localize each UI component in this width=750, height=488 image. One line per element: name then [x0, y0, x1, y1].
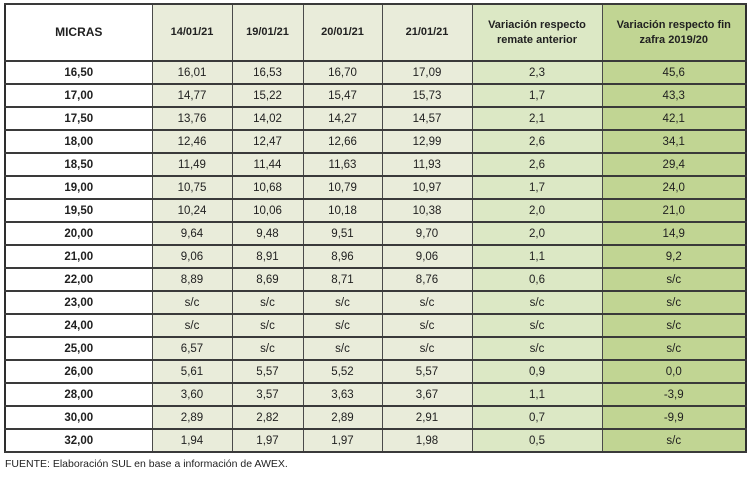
- table-header: [5, 4, 746, 61]
- value-cell: s/c: [232, 314, 303, 337]
- value-cell: 8,69: [232, 268, 303, 291]
- micras-cell: 16,50: [5, 61, 152, 84]
- source-note: FUENTE: Elaboración SUL en base a información de AWEX.: [5, 458, 288, 470]
- value-cell: 1,1: [472, 245, 602, 268]
- table-row: [5, 153, 746, 176]
- value-cell: 3,63: [303, 383, 382, 406]
- value-cell: 34,1: [602, 130, 746, 153]
- micras-cell: 17,50: [5, 107, 152, 130]
- micras-cell: 32,00: [5, 429, 152, 452]
- value-cell: 9,70: [382, 222, 472, 245]
- value-cell: 12,66: [303, 130, 382, 153]
- value-cell: 10,18: [303, 199, 382, 222]
- value-cell: 14,77: [152, 84, 232, 107]
- table-row: [5, 107, 746, 130]
- table-row: [5, 199, 746, 222]
- value-cell: 10,24: [152, 199, 232, 222]
- value-cell: 2,0: [472, 199, 602, 222]
- table-row: [5, 360, 746, 383]
- value-cell: s/c: [152, 314, 232, 337]
- value-cell: 42,1: [602, 107, 746, 130]
- value-cell: 10,06: [232, 199, 303, 222]
- micras-cell: 20,00: [5, 222, 152, 245]
- micras-cell: 19,50: [5, 199, 152, 222]
- value-cell: 14,27: [303, 107, 382, 130]
- micras-cell: 28,00: [5, 383, 152, 406]
- value-cell: 9,06: [382, 245, 472, 268]
- value-cell: s/c: [602, 268, 746, 291]
- value-cell: 10,97: [382, 176, 472, 199]
- value-cell: 2,1: [472, 107, 602, 130]
- table-row: [5, 84, 746, 107]
- value-cell: 3,57: [232, 383, 303, 406]
- value-cell: s/c: [602, 337, 746, 360]
- value-cell: s/c: [152, 291, 232, 314]
- value-cell: s/c: [472, 337, 602, 360]
- table-row: [5, 222, 746, 245]
- value-cell: 15,47: [303, 84, 382, 107]
- value-cell: 15,73: [382, 84, 472, 107]
- value-cell: s/c: [602, 314, 746, 337]
- value-cell: 29,4: [602, 153, 746, 176]
- value-cell: 9,48: [232, 222, 303, 245]
- col-header-micras: MICRAS: [5, 4, 152, 61]
- value-cell: 11,63: [303, 153, 382, 176]
- value-cell: 11,49: [152, 153, 232, 176]
- value-cell: 0,7: [472, 406, 602, 429]
- value-cell: 45,6: [602, 61, 746, 84]
- value-cell: 5,57: [382, 360, 472, 383]
- value-cell: s/c: [382, 314, 472, 337]
- table-row: [5, 383, 746, 406]
- value-cell: 10,75: [152, 176, 232, 199]
- micras-cell: 18,00: [5, 130, 152, 153]
- value-cell: 5,57: [232, 360, 303, 383]
- value-cell: 1,7: [472, 84, 602, 107]
- value-cell: 9,2: [602, 245, 746, 268]
- value-cell: 8,71: [303, 268, 382, 291]
- micras-cell: 21,00: [5, 245, 152, 268]
- value-cell: s/c: [232, 291, 303, 314]
- value-cell: 0,0: [602, 360, 746, 383]
- value-cell: 16,70: [303, 61, 382, 84]
- micras-cell: 24,00: [5, 314, 152, 337]
- value-cell: s/c: [303, 314, 382, 337]
- col-header-date-3: 20/01/21: [303, 4, 382, 61]
- value-cell: -3,9: [602, 383, 746, 406]
- table-row: [5, 61, 746, 84]
- value-cell: 1,7: [472, 176, 602, 199]
- value-cell: 1,97: [303, 429, 382, 452]
- value-cell: 17,09: [382, 61, 472, 84]
- value-cell: 2,89: [303, 406, 382, 429]
- value-cell: 16,01: [152, 61, 232, 84]
- value-cell: 12,99: [382, 130, 472, 153]
- value-cell: s/c: [382, 337, 472, 360]
- table-row: [5, 291, 746, 314]
- value-cell: 14,9: [602, 222, 746, 245]
- micras-cell: 19,00: [5, 176, 152, 199]
- value-cell: 8,76: [382, 268, 472, 291]
- table-row: [5, 130, 746, 153]
- value-cell: 12,47: [232, 130, 303, 153]
- value-cell: 3,60: [152, 383, 232, 406]
- value-cell: 15,22: [232, 84, 303, 107]
- value-cell: 3,67: [382, 383, 472, 406]
- value-cell: 0,6: [472, 268, 602, 291]
- table-row: [5, 406, 746, 429]
- value-cell: 5,52: [303, 360, 382, 383]
- micras-cell: 22,00: [5, 268, 152, 291]
- micras-cell: 26,00: [5, 360, 152, 383]
- table-row: [5, 245, 746, 268]
- value-cell: s/c: [303, 291, 382, 314]
- table-body: [5, 61, 746, 452]
- value-cell: 0,5: [472, 429, 602, 452]
- value-cell: s/c: [472, 314, 602, 337]
- micras-cell: 18,50: [5, 153, 152, 176]
- value-cell: 2,91: [382, 406, 472, 429]
- value-cell: s/c: [602, 429, 746, 452]
- value-cell: 16,53: [232, 61, 303, 84]
- table-row: [5, 268, 746, 291]
- value-cell: 9,06: [152, 245, 232, 268]
- value-cell: 1,94: [152, 429, 232, 452]
- value-cell: 10,79: [303, 176, 382, 199]
- col-header-var-zafra: Variación respecto fin zafra 2019/20: [602, 4, 746, 61]
- value-cell: 6,57: [152, 337, 232, 360]
- value-cell: 8,89: [152, 268, 232, 291]
- value-cell: 1,98: [382, 429, 472, 452]
- value-cell: 2,89: [152, 406, 232, 429]
- table-row: [5, 314, 746, 337]
- value-cell: 9,64: [152, 222, 232, 245]
- wool-price-table: [4, 3, 747, 453]
- value-cell: s/c: [382, 291, 472, 314]
- value-cell: 12,46: [152, 130, 232, 153]
- table-row: [5, 337, 746, 360]
- value-cell: 11,93: [382, 153, 472, 176]
- value-cell: s/c: [472, 291, 602, 314]
- col-header-date-1: 14/01/21: [152, 4, 232, 61]
- value-cell: 43,3: [602, 84, 746, 107]
- value-cell: 21,0: [602, 199, 746, 222]
- value-cell: 0,9: [472, 360, 602, 383]
- value-cell: 14,02: [232, 107, 303, 130]
- table-row: [5, 176, 746, 199]
- value-cell: 2,82: [232, 406, 303, 429]
- value-cell: s/c: [232, 337, 303, 360]
- header-row: [5, 4, 746, 61]
- micras-cell: 23,00: [5, 291, 152, 314]
- value-cell: -9,9: [602, 406, 746, 429]
- value-cell: 24,0: [602, 176, 746, 199]
- col-header-date-4: 21/01/21: [382, 4, 472, 61]
- col-header-date-2: 19/01/21: [232, 4, 303, 61]
- value-cell: 5,61: [152, 360, 232, 383]
- table-row: [5, 429, 746, 452]
- micras-cell: 30,00: [5, 406, 152, 429]
- micras-cell: 25,00: [5, 337, 152, 360]
- micras-cell: 17,00: [5, 84, 152, 107]
- col-header-var-remate: Variación respecto remate anterior: [472, 4, 602, 61]
- value-cell: 14,57: [382, 107, 472, 130]
- value-cell: 2,0: [472, 222, 602, 245]
- value-cell: 2,3: [472, 61, 602, 84]
- value-cell: 9,51: [303, 222, 382, 245]
- value-cell: 8,96: [303, 245, 382, 268]
- value-cell: 1,1: [472, 383, 602, 406]
- value-cell: 1,97: [232, 429, 303, 452]
- value-cell: 10,38: [382, 199, 472, 222]
- value-cell: 11,44: [232, 153, 303, 176]
- value-cell: 2,6: [472, 153, 602, 176]
- value-cell: 2,6: [472, 130, 602, 153]
- value-cell: 8,91: [232, 245, 303, 268]
- value-cell: 13,76: [152, 107, 232, 130]
- value-cell: s/c: [602, 291, 746, 314]
- value-cell: 10,68: [232, 176, 303, 199]
- value-cell: s/c: [303, 337, 382, 360]
